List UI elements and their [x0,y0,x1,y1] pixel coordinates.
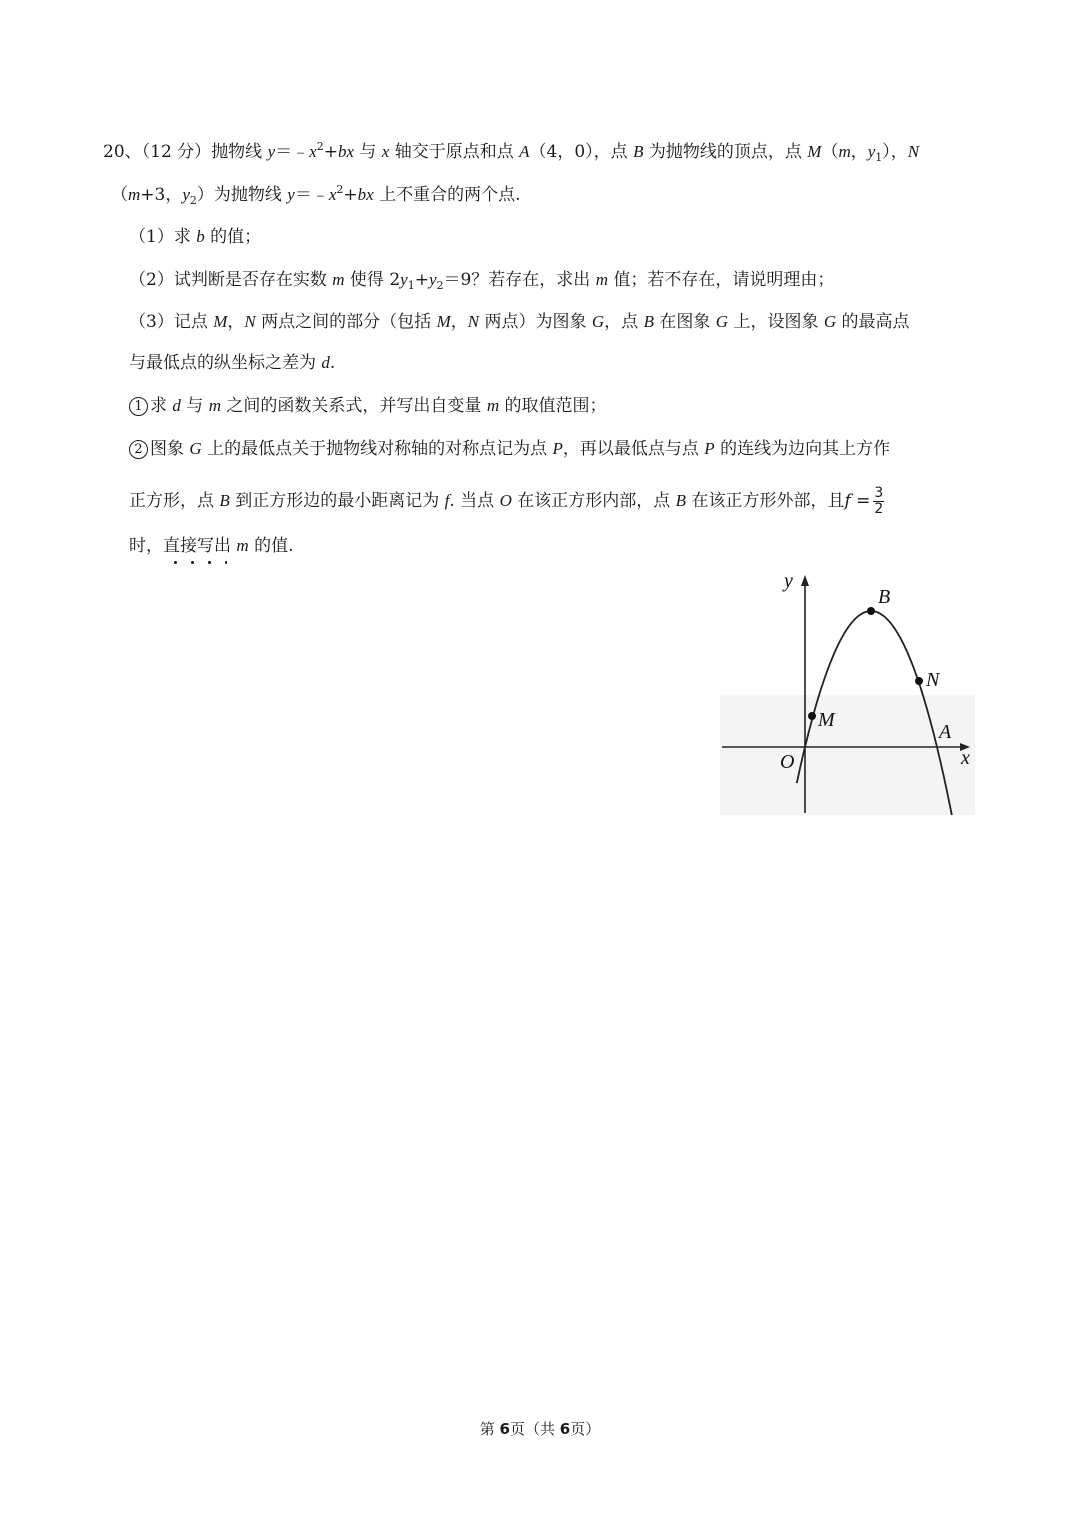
text: 轴交于原点和点 [389,142,520,162]
question-3-sub-1 [129,394,607,418]
text: 两点）为图象 [479,312,592,332]
text: 在该正方形外部，且 [686,491,845,511]
point-B: B [675,491,687,510]
text: ， [850,142,868,162]
question-3-line-1 [129,310,910,334]
question-1 [129,225,261,249]
text: （1）求 [129,227,197,247]
fraction-numerator: 3 [874,485,884,501]
page-footer [0,1418,1080,1439]
var-x: x [381,142,390,161]
text: ＝﹣ [275,142,310,162]
point-N-label: N [926,669,940,691]
var-x: x [309,142,317,161]
var-bx: bx [337,142,354,161]
var-y: y [428,270,437,289]
page-total: 6 [559,1420,571,1438]
point-O: O [499,491,512,510]
point-A: A [519,142,530,161]
problem-sep: 、 [124,142,142,162]
var-f: f [444,491,450,510]
text: 到正方形边的最小距离记为 [229,491,445,511]
point-M: M [436,312,451,331]
text: 之间的函数关系式，并写出自变量 [221,396,487,416]
text: 为抛物线的顶点，点 [643,142,808,162]
text: （ [111,185,128,205]
text: ）， [882,142,908,162]
circled-number: 1 [129,397,148,416]
var-x: x [328,185,337,204]
text: ＝﹣ [294,185,329,205]
text: + [323,142,338,162]
graph-G: G [189,439,202,458]
point-B: B [633,142,644,161]
text: ， [227,312,245,332]
subscript: 1 [407,279,415,292]
var-m: m [838,142,851,161]
text: + [414,270,429,290]
text: 的值； [204,227,262,247]
text: . 当点 [449,491,500,511]
origin-label: O [780,751,795,773]
text: 与 [180,396,209,416]
var-y: y [182,185,190,204]
var-y: y [267,142,276,161]
graph-G: G [823,312,837,331]
parabola-figure [720,565,980,815]
text: 页（共 [509,1420,560,1438]
text: 上，设图象 [728,312,824,332]
x-axis-label: x [961,747,970,769]
text: 第 [479,1420,500,1438]
text: （2）试判断是否存在实数 [129,270,333,290]
figure-shade [720,695,975,815]
problem-line-1 [103,140,919,164]
fraction [873,486,884,517]
text: 的最高点 [836,312,910,332]
text: . [329,353,336,373]
question-3-line-2 [129,351,335,375]
text: ，再以最低点与点 [562,439,705,459]
point-N: N [907,142,920,161]
text: （ [821,142,839,162]
point-N: N [467,312,480,331]
question-2 [129,268,834,292]
var-b: b [196,227,205,246]
point-M-dot [808,712,816,720]
text: 在图象 [653,312,716,332]
text: ，点 [604,312,644,332]
var-m: m [595,270,608,289]
var-m: m [236,536,249,555]
f-equals: f = [844,491,871,511]
text: ， [450,312,468,332]
point-A-label: A [939,721,952,743]
text: 值；若不存在，请说明理由； [608,270,835,290]
question-3-sub-2-line-3 [129,534,294,558]
text: 上不重合的两个点. [373,185,521,205]
circled-number: 2 [129,440,148,459]
graph-G: G [715,312,729,331]
point-B: B [643,312,654,331]
var-y: y [287,185,295,204]
text: 求 [150,396,173,416]
text: 使得 2 [344,270,401,290]
text: ）为抛物线 [196,185,288,205]
point-M-label: M [818,709,835,731]
text: 两点之间的部分（包括 [255,312,437,332]
point-B-label: B [878,586,891,608]
point-N: N [244,312,256,331]
subscript: 2 [189,194,197,207]
text: （4，0），点 [529,142,634,162]
fraction-denominator: 2 [874,501,884,517]
text: 在该正方形内部，点 [511,491,676,511]
page-number: 6 [499,1420,510,1438]
problem-line-2 [111,183,521,207]
problem-points: （12 分） [141,142,212,162]
text: ＝9？若存在，求出 [443,270,596,290]
text: 与 [353,142,382,162]
var-m: m [486,396,500,415]
text: 时， [129,536,163,556]
text: 正方形，点 [129,491,220,511]
var-y: y [867,142,876,161]
question-3-sub-2-line-1 [129,437,890,461]
subscript: 1 [875,151,883,164]
emphasis-dotted-text: 直接写出 [163,536,231,556]
y-axis-label: y [784,570,793,592]
text: 图象 [150,439,190,459]
point-B-dot [867,607,875,615]
point-P: P [704,439,715,458]
text: 与最低点的纵坐标之差为 [129,353,322,373]
text: + [343,185,358,205]
question-3-sub-2-line-2 [129,486,884,517]
point-P: P [552,439,563,458]
var-bx: bx [357,185,374,204]
text: +3， [140,185,183,205]
text: 抛物线 [211,142,268,162]
var-y: y [400,270,408,289]
var-m: m [128,185,141,204]
problem-number: 20 [103,142,125,162]
exponent: 2 [316,140,324,153]
point-B: B [219,491,230,510]
text: 上的最低点关于抛物线对称轴的对称点记为点 [201,439,553,459]
subscript: 2 [436,279,444,292]
text: 的取值范围； [499,396,607,416]
point-M: M [807,142,822,161]
graph-G: G [591,312,605,331]
y-axis-arrow-icon [801,575,809,586]
text: （3）记点 [129,312,214,332]
var-d: d [321,353,330,372]
point-N-dot [915,677,923,685]
var-m: m [332,270,345,289]
text: 的连线为边向其上方作 [714,439,891,459]
var-d: d [172,396,181,415]
var-m: m [208,396,221,415]
text: 的值. [248,536,294,556]
exponent: 2 [336,183,344,196]
text: 页） [570,1420,601,1438]
point-M: M [213,312,228,331]
